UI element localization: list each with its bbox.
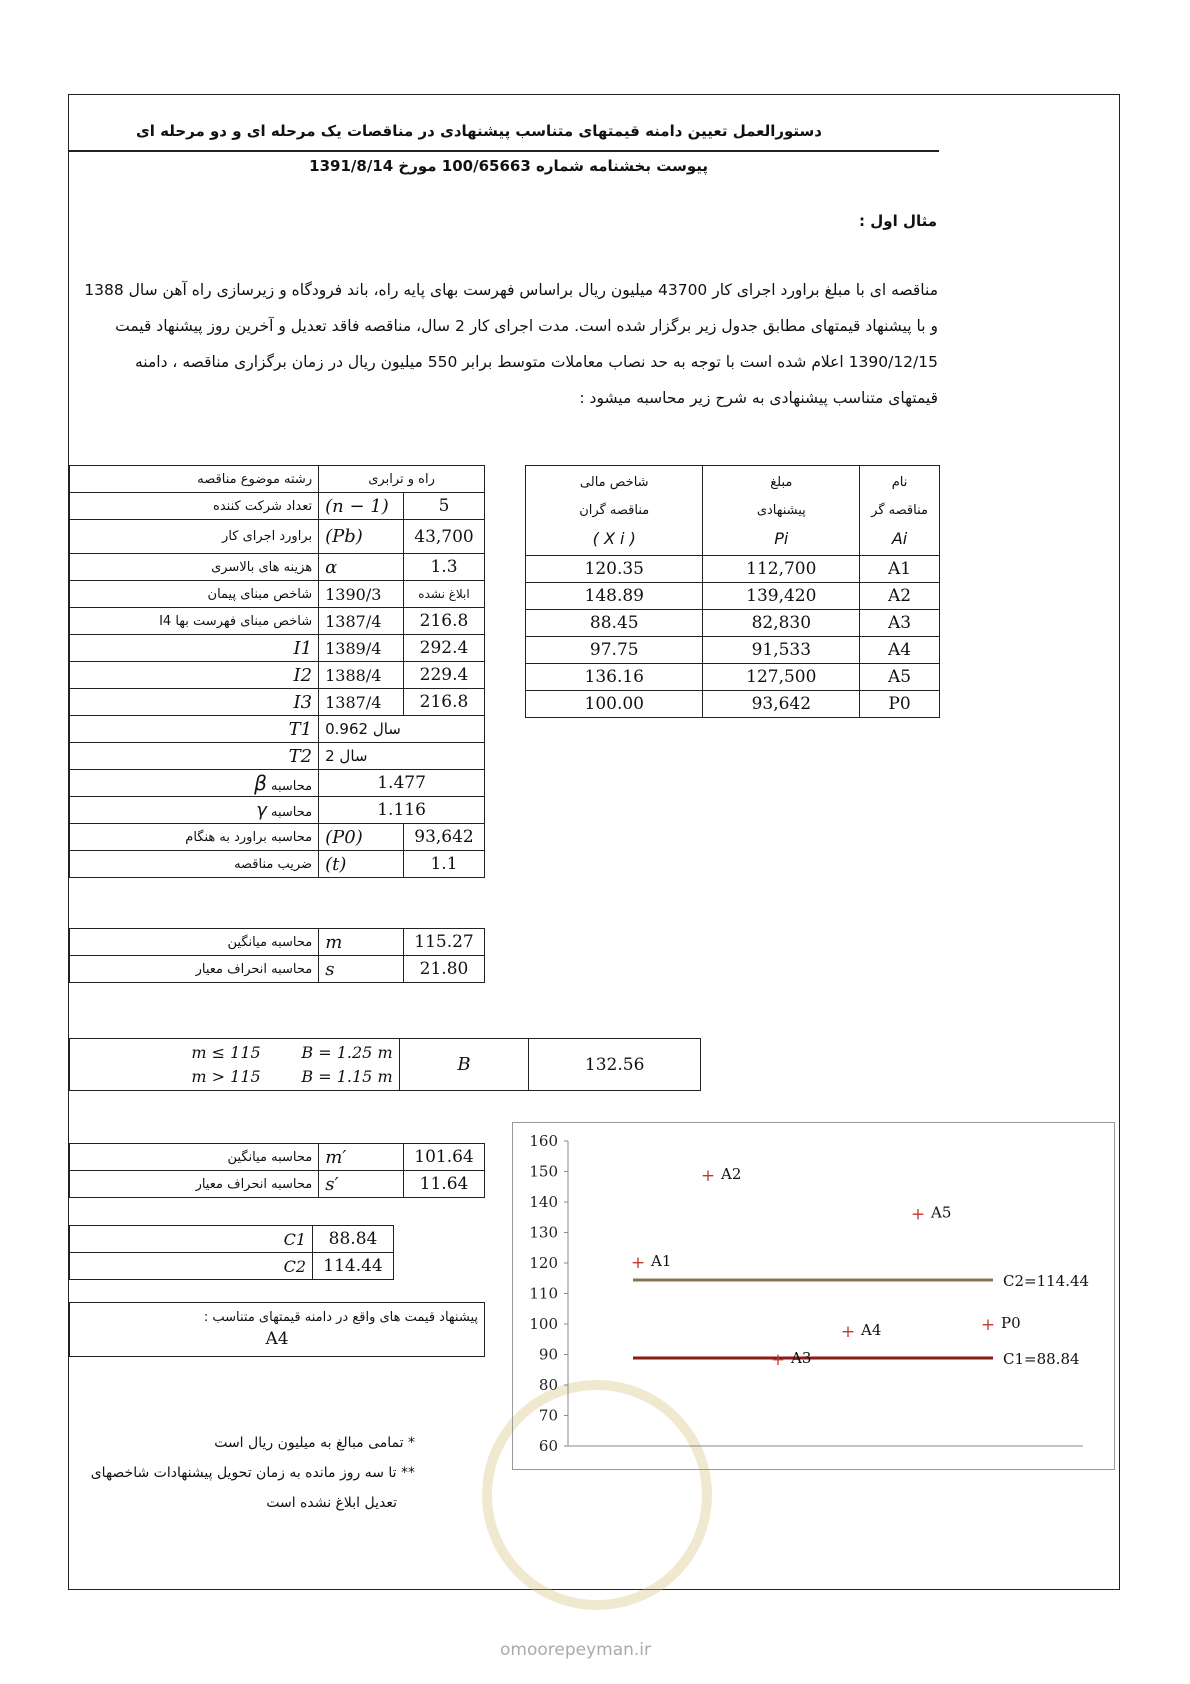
stat-symbol: s xyxy=(319,956,404,983)
cell-x: 136.16 xyxy=(526,664,703,691)
column-header xyxy=(526,466,703,556)
data-point-label: A2 xyxy=(721,1164,742,1183)
y-tick-label: 130 xyxy=(529,1223,558,1242)
param-value: 292.4 xyxy=(404,635,485,662)
param-value: ابلاغ نشده xyxy=(404,581,485,608)
data-point: + xyxy=(980,1315,996,1335)
param-label: براورد اجرای کار xyxy=(70,520,319,554)
stat-label: محاسبه انحراف معیار xyxy=(70,1171,319,1198)
stat-label: محاسبه میانگین xyxy=(70,929,319,956)
c-bounds-table xyxy=(69,1225,394,1280)
data-point-label: A5 xyxy=(931,1203,952,1222)
stat-label: محاسبه انحراف معیار xyxy=(70,956,319,983)
y-tick-label: 160 xyxy=(529,1132,558,1150)
scatter-chart xyxy=(513,1123,1113,1468)
table-row xyxy=(70,608,485,635)
param-label: محاسبه براورد به هنگام xyxy=(70,824,319,851)
header-line: پیشنهادی xyxy=(756,502,806,518)
threshold-label: C1=88.84 xyxy=(1003,1350,1080,1369)
table-row xyxy=(526,691,940,718)
param-label: I1 xyxy=(70,635,319,662)
header-line: Pi xyxy=(774,528,789,548)
table-row xyxy=(526,556,940,583)
table-row xyxy=(70,493,485,520)
param-value: 1.116 xyxy=(319,797,485,824)
param-symbol: 1387/4 xyxy=(319,689,404,716)
table-row xyxy=(70,824,485,851)
column-header xyxy=(860,466,940,556)
b-rule-conditions xyxy=(70,1039,400,1091)
y-tick-label: 140 xyxy=(529,1193,558,1211)
stat-symbol: s′ xyxy=(319,1171,404,1198)
cell-price: 93,642 xyxy=(703,691,860,718)
params-table xyxy=(69,465,485,878)
header-line: مناقصه گران xyxy=(579,502,650,518)
table-row xyxy=(70,956,485,983)
param-value: 43,700 xyxy=(404,520,485,554)
threshold-label: C2=114.44 xyxy=(1003,1271,1090,1290)
cell-x: 120.35 xyxy=(526,556,703,583)
result-value: A4 xyxy=(265,1329,289,1349)
y-tick-label: 90 xyxy=(538,1345,558,1364)
data-point-label: P0 xyxy=(1001,1314,1021,1332)
stat-label: محاسبه میانگین xyxy=(70,1144,319,1171)
param-symbol: (n − 1) xyxy=(319,493,404,520)
table-row xyxy=(526,637,940,664)
y-tick-label: 80 xyxy=(538,1376,558,1394)
watermark-site: omoorepeyman.ir xyxy=(500,1640,652,1660)
data-point: + xyxy=(770,1350,786,1371)
title-rule xyxy=(69,150,939,152)
table-row xyxy=(70,1039,701,1091)
param-label: تعداد شرکت کننده xyxy=(70,493,319,520)
table-row xyxy=(526,610,940,637)
table-row xyxy=(70,1144,485,1171)
y-tick-label: 100 xyxy=(529,1315,558,1333)
param-value: 5 xyxy=(404,493,485,520)
table-row xyxy=(70,1226,394,1253)
column-header xyxy=(703,466,860,556)
param-label: شاخص مبنای فهرست بها I4 xyxy=(70,608,319,635)
cell-x: 100.00 xyxy=(526,691,703,718)
paragraph-line: 1390/12/15 اعلام شده است با توجه به حد نصاب معاملات متوسط برابر 550 میلیون ریال در زمان برگزاری مناقصه ، دامنه xyxy=(134,353,938,371)
data-point-label: A3 xyxy=(791,1349,812,1368)
cell-name: A2 xyxy=(860,583,940,610)
data-point: + xyxy=(700,1165,716,1186)
result-cell xyxy=(70,1303,485,1357)
param-symbol: 1388/4 xyxy=(319,662,404,689)
table-row xyxy=(70,1303,485,1357)
calc-label: محاسبه xyxy=(271,779,313,794)
param-value: راه و ترابری xyxy=(319,466,485,493)
table-row xyxy=(526,583,940,610)
example-title: مثال اول : xyxy=(859,212,937,230)
table-row xyxy=(70,689,485,716)
param-value: 1.3 xyxy=(404,554,485,581)
header-line: Ai xyxy=(891,528,908,548)
param-value: سال 0.962 xyxy=(319,716,485,743)
stat-symbol: m xyxy=(319,929,404,956)
b-rule-line: m ≤ 115 B = 1.25 m xyxy=(191,1042,393,1062)
cell-price: 127,500 xyxy=(703,664,860,691)
stats-prime-table xyxy=(69,1143,485,1198)
data-point-label: A1 xyxy=(651,1251,672,1270)
table-row xyxy=(70,743,485,770)
header-line: شاخص مالی xyxy=(579,474,649,490)
paragraph-line: و با پیشنهاد قیمتهای مطابق جدول زیر برگزار شده است. مدت اجرای کار 2 سال، مناقصه فاقد تعدیل و آخرین روز پیشنهاد قیمت xyxy=(115,317,938,335)
param-value: 216.8 xyxy=(404,689,485,716)
param-label xyxy=(70,797,319,824)
param-label: T1 xyxy=(70,716,319,743)
stats-table xyxy=(69,928,485,983)
cell-price: 139,420 xyxy=(703,583,860,610)
param-symbol: 1389/4 xyxy=(319,635,404,662)
table-row xyxy=(526,664,940,691)
param-label: T2 xyxy=(70,743,319,770)
c-value: 88.84 xyxy=(313,1226,394,1253)
page-subtitle: پیوست بخشنامه شماره 100/65663 مورخ 1391/8/14 xyxy=(309,157,708,175)
header-line: ( X i ) xyxy=(592,528,636,548)
table-row xyxy=(70,797,485,824)
cell-price: 91,533 xyxy=(703,637,860,664)
header-line: مناقصه گر xyxy=(871,502,928,518)
result-label: پیشنهاد قیمت های واقع در دامنه قیمتهای متناسب : xyxy=(203,1310,478,1325)
c-symbol: C2 xyxy=(70,1253,313,1280)
table-row xyxy=(70,929,485,956)
calc-label: محاسبه xyxy=(271,804,313,820)
page-title: دستورالعمل تعیین دامنه قیمتهای متناسب پیشنهادی در مناقصات یک مرحله ای و دو مرحله ای xyxy=(135,122,822,140)
param-value: 93,642 xyxy=(404,824,485,851)
footnote: * تمامی مبالغ به میلیون ریال است xyxy=(214,1435,415,1451)
cell-name: P0 xyxy=(860,691,940,718)
param-label: I2 xyxy=(70,662,319,689)
param-value: 229.4 xyxy=(404,662,485,689)
stat-value: 11.64 xyxy=(404,1171,485,1198)
header-line: مبلغ xyxy=(770,474,793,490)
stat-symbol: m′ xyxy=(319,1144,404,1171)
footnote: ** تا سه روز مانده به زمان تحویل پیشنهادات شاخصهای xyxy=(90,1465,415,1481)
cell-x: 148.89 xyxy=(526,583,703,610)
table-row xyxy=(70,1253,394,1280)
c-value: 114.44 xyxy=(313,1253,394,1280)
param-label: ضریب مناقصه xyxy=(70,851,319,878)
y-tick-label: 60 xyxy=(538,1437,558,1455)
intro-paragraph xyxy=(78,272,938,416)
header-line: نام xyxy=(891,474,908,490)
table-row xyxy=(70,716,485,743)
param-symbol: 1387/4 xyxy=(319,608,404,635)
cell-x: 97.75 xyxy=(526,637,703,664)
param-symbol: (t) xyxy=(319,851,404,878)
gamma-symbol: γ xyxy=(256,799,267,821)
param-value: 216.8 xyxy=(404,608,485,635)
paragraph-line: قیمتهای متناسب پیشنهادی به شرح زیر محاسبه میشود : xyxy=(579,389,938,407)
stat-value: 21.80 xyxy=(404,956,485,983)
y-tick-label: 150 xyxy=(529,1162,558,1181)
table-row xyxy=(70,520,485,554)
table-row xyxy=(70,851,485,878)
param-symbol: (P0) xyxy=(319,824,404,851)
param-label: رشته موضوع مناقصه xyxy=(70,466,319,493)
y-tick-label: 120 xyxy=(529,1254,558,1272)
table-row xyxy=(70,770,485,797)
param-label: شاخص مبنای پیمان xyxy=(70,581,319,608)
param-label: I3 xyxy=(70,689,319,716)
c-symbol: C1 xyxy=(70,1226,313,1253)
footnote: تعدیل ابلاغ نشده است xyxy=(266,1495,397,1511)
result-table xyxy=(69,1302,485,1357)
param-label xyxy=(70,770,319,797)
table-row xyxy=(70,662,485,689)
param-symbol: (Pb) xyxy=(319,520,404,554)
param-value: 1.477 xyxy=(319,770,485,797)
param-value: سال 2 xyxy=(319,743,485,770)
beta-symbol: β xyxy=(254,771,267,795)
table-row xyxy=(70,635,485,662)
param-symbol: α xyxy=(319,554,404,581)
data-point: + xyxy=(910,1204,926,1225)
table-row xyxy=(70,1171,485,1198)
data-point: + xyxy=(630,1252,646,1273)
param-value: 1.1 xyxy=(404,851,485,878)
param-symbol: 1390/3 xyxy=(319,581,404,608)
data-point-label: A4 xyxy=(861,1320,882,1339)
cell-name: A1 xyxy=(860,556,940,583)
data-point: + xyxy=(840,1321,856,1342)
table-row xyxy=(70,466,485,493)
stat-value: 115.27 xyxy=(404,929,485,956)
chart-frame xyxy=(512,1122,1115,1470)
y-tick-label: 110 xyxy=(529,1284,558,1303)
table-header-row xyxy=(526,466,940,556)
cell-name: A3 xyxy=(860,610,940,637)
table-row xyxy=(70,554,485,581)
b-value: 132.56 xyxy=(529,1039,701,1091)
cell-name: A4 xyxy=(860,637,940,664)
cell-price: 112,700 xyxy=(703,556,860,583)
paragraph-line: مناقصه ای با مبلغ براورد اجرای کار 43700 میلیون ریال براساس فهرست بهای پایه راه، باند فرودگاه و زیرسازی راه آهن سال 1388 xyxy=(84,281,938,299)
y-tick-label: 70 xyxy=(538,1406,558,1425)
bids-table xyxy=(525,465,940,718)
cell-x: 88.45 xyxy=(526,610,703,637)
table-row xyxy=(70,581,485,608)
cell-price: 82,830 xyxy=(703,610,860,637)
b-rule-line: m > 115 B = 1.15 m xyxy=(191,1066,393,1086)
cell-name: A5 xyxy=(860,664,940,691)
b-symbol: B xyxy=(399,1039,529,1091)
param-label: هزینه های بالاسری xyxy=(70,554,319,581)
stat-value: 101.64 xyxy=(404,1144,485,1171)
b-rule-table xyxy=(69,1038,701,1091)
